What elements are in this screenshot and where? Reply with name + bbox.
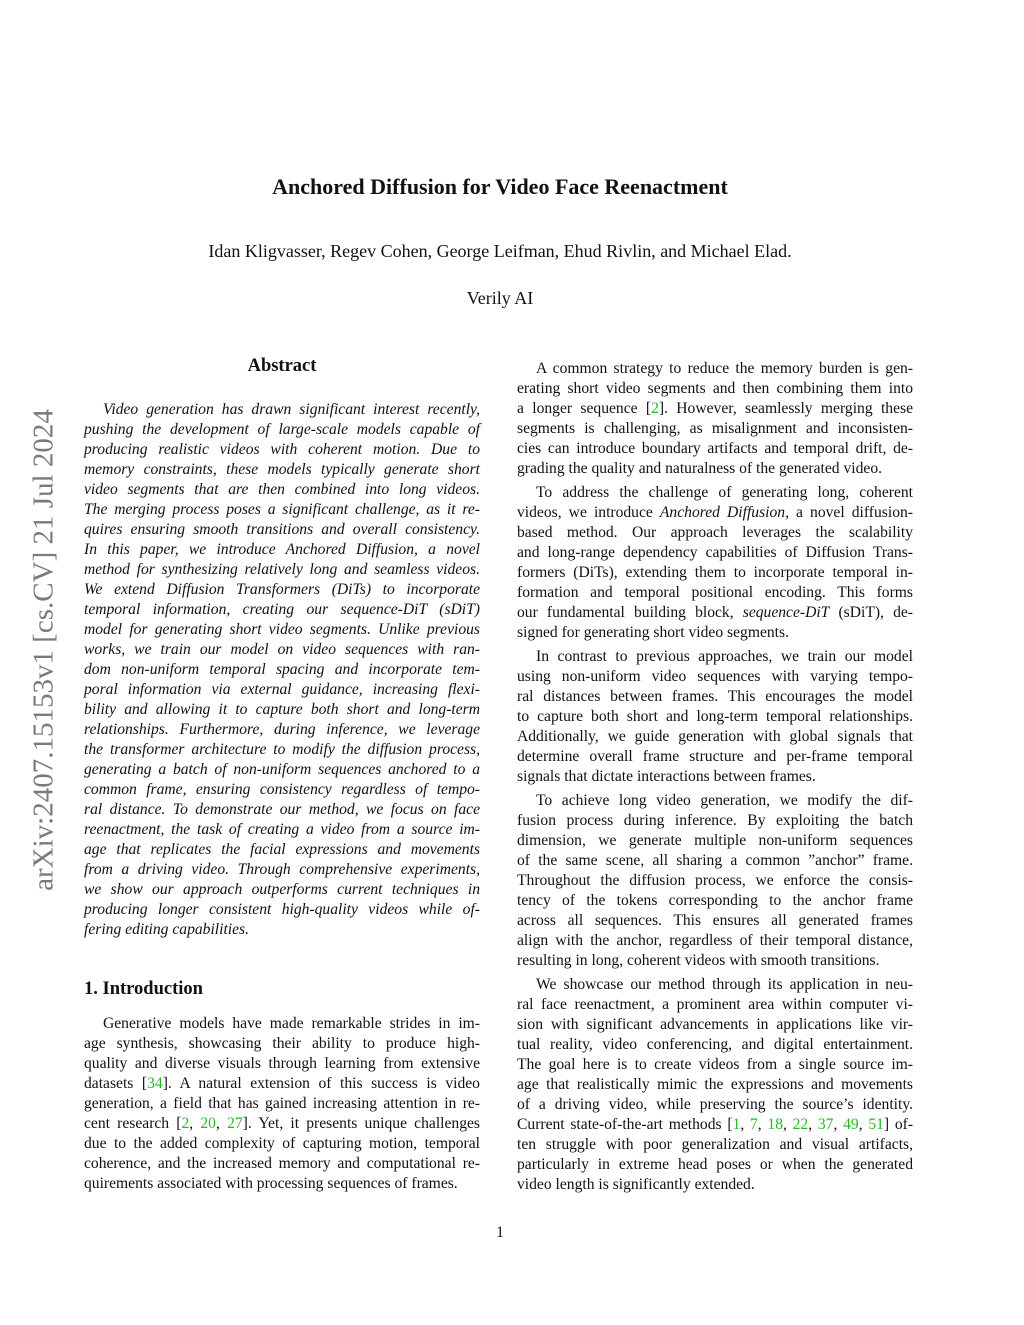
author-list: Idan Kligvasser, Regev Cohen, George Leifman, Ehud Rivlin, and Michael Elad. — [208, 241, 792, 261]
paragraph-line: particularly in extreme head poses or when the generated — [517, 1156, 913, 1173]
paragraph-line: Generative models have made remarkable strides in im- — [103, 1015, 480, 1032]
paragraph-line: Current state-of-the-art methods [1, 7, 18, 22, 37, 49, 51] of- — [517, 1116, 914, 1133]
paragraph-line: grading the quality and naturalness of the generated video. — [517, 460, 883, 477]
paragraph-line: a longer sequence [2]. However, seamlessly merging these — [517, 400, 913, 417]
paragraph-line: signals that dictate interactions between frames. — [517, 768, 816, 785]
paragraph-line: across all sequences. This ensures all generated frames — [517, 912, 913, 929]
abstract-line: bility and allowing it to capture both short and long-term — [84, 701, 480, 718]
abstract-line: Video generation has drawn significant interest recently, — [103, 401, 480, 418]
citation-link[interactable]: 37 — [817, 1116, 834, 1133]
abstract-line: producing longer consistent high-quality videos while of- — [84, 901, 480, 918]
abstract-line: model for generating short video segments. Unlike previous — [84, 621, 480, 638]
abstract-line: we show our approach outperforms current techniques in — [84, 881, 480, 898]
paragraph-line: formers (DiTs), extending them to incorporate temporal in- — [517, 564, 913, 581]
paragraph-line: and long-range dependency capabilities of Diffusion Trans- — [517, 544, 913, 561]
paragraph-line: videos, we introduce Anchored Diffusion, a novel diffusion- — [517, 504, 913, 521]
paragraph-line: to capture both short and long-term temporal relationships. — [517, 708, 913, 725]
citation-link[interactable]: 1 — [732, 1116, 741, 1133]
abstract-line: relationships. Furthermore, during inference, we leverage — [84, 721, 480, 738]
paragraph-line: Additionally, we guide generation with global signals that — [517, 728, 913, 745]
abstract-line: In this paper, we introduce Anchored Diffusion, a novel — [84, 541, 480, 558]
paragraph-line: age synthesis, showcasing their ability to produce high- — [84, 1035, 480, 1052]
paragraph-line: resulting in long, coherent videos with smooth transitions. — [517, 952, 880, 969]
citation-link[interactable]: 2 — [651, 400, 659, 417]
abstract-line: temporal information, creating our sequence-DiT (sDiT) — [84, 601, 480, 618]
paragraph-line: of the same scene, all sharing a common ”anchor” frame. — [517, 852, 913, 869]
paragraph-line: our fundamental building block, sequence-DiT (sDiT), de- — [517, 604, 913, 621]
paragraph-line: signed for generating short video segments. — [517, 624, 789, 641]
paragraph-line: To address the challenge of generating long, coherent — [536, 484, 913, 501]
abstract-line: generating a batch of non-uniform sequences anchored to a — [84, 761, 480, 778]
paragraph-line: We showcase our method through its application in neu- — [536, 976, 913, 993]
introduction-heading: 1. Introduction — [84, 979, 203, 999]
abstract-line: video segments that are then combined into long videos. — [84, 481, 480, 498]
paragraph-line: fusion process during inference. By exploiting the batch — [517, 812, 913, 829]
affiliation: Verily AI — [466, 288, 534, 308]
abstract-line: method for synthesizing relatively long and seamless videos. — [84, 561, 480, 578]
citation-link[interactable]: 34 — [147, 1075, 163, 1092]
paragraph-line: The goal here is to create videos from a single source im- — [517, 1056, 913, 1073]
paragraph-line: A common strategy to reduce the memory burden is gen- — [536, 360, 913, 377]
paragraph-line: video length is significantly extended. — [517, 1176, 755, 1193]
paragraph-line: sion with significant advancements in applications like vir- — [517, 1016, 913, 1033]
citation-link[interactable]: 22 — [792, 1116, 809, 1133]
abstract-line: producing realistic videos with coherent motion. Due to — [84, 441, 480, 458]
paragraph-line: generation, a field that has gained increasing attention in re- — [84, 1095, 480, 1112]
paragraph-line: tency of the tokens corresponding to the anchor frame — [517, 892, 913, 909]
citation-link[interactable]: 7 — [749, 1116, 758, 1133]
abstract-line: poral information via external guidance, increasing flexi- — [84, 681, 480, 698]
paragraph-line: of a driving video, while preserving the source’s identity. — [517, 1096, 913, 1113]
abstract-line: age that replicates the facial expressions and movements — [84, 841, 480, 858]
arxiv-stamp: arXiv:2407.15153v1 [cs.CV] 21 Jul 2024 — [27, 409, 60, 891]
paragraph-line: ral face reenactment, a prominent area within computer vi- — [517, 996, 913, 1013]
paragraph-line: segments is challenging, as misalignment and inconsisten- — [517, 420, 913, 437]
paragraph-line: In contrast to previous approaches, we train our model — [536, 648, 913, 665]
abstract-line: the transformer architecture to modify the diffusion process, — [84, 741, 480, 758]
paragraph-line: formation and temporal positional encoding. This forms — [517, 584, 913, 601]
paragraph-line: erating short video segments and then combining them into — [517, 380, 913, 397]
abstract-line: memory constraints, these models typically generate short — [84, 461, 480, 478]
paragraph-line: datasets [34]. A natural extension of this success is video — [84, 1075, 480, 1092]
abstract-line: The merging process poses a significant challenge, as it re- — [84, 501, 480, 518]
citation-link[interactable]: 2 — [181, 1115, 190, 1132]
abstract-line: from a driving video. Through comprehensive experiments, — [84, 861, 480, 878]
abstract-line: fering editing capabilities. — [84, 921, 250, 938]
citation-link[interactable]: 18 — [767, 1116, 783, 1133]
abstract-line: pushing the development of large-scale models capable of — [84, 421, 480, 438]
paragraph-line: quality and diverse visuals through learning from extensive — [84, 1055, 480, 1072]
citation-link[interactable]: 51 — [868, 1116, 884, 1133]
paragraph-line: dimension, we generate multiple non-uniform sequences — [517, 832, 913, 849]
paragraph-line: tual reality, video conferencing, and digital entertainment. — [517, 1036, 913, 1053]
abstract-line: quires ensuring smooth transitions and overall consistency. — [84, 521, 480, 538]
citation-link[interactable]: 49 — [843, 1116, 859, 1133]
abstract-line: We extend Diffusion Transformers (DiTs) to incorporate — [84, 581, 480, 598]
citation-link[interactable]: 27 — [227, 1115, 243, 1132]
paragraph-line: based method. Our approach leverages the scalability — [517, 524, 913, 541]
paragraph-line: due to the added complexity of capturing motion, temporal — [84, 1135, 480, 1152]
citation-link[interactable]: 20 — [200, 1115, 216, 1132]
paragraph-line: align with the anchor, regardless of their temporal distance, — [517, 932, 913, 949]
paragraph-line: ten struggle with poor generalization and visual artifacts, — [517, 1136, 913, 1153]
paragraph-line: coherence, and the increased memory and computational re- — [84, 1155, 480, 1172]
paragraph-line: using non-uniform video sequences with varying tempo- — [517, 668, 913, 685]
paragraph-line: To achieve long video generation, we modify the dif- — [536, 792, 913, 809]
abstract-line: works, we train our model on video sequences with ran- — [84, 641, 480, 658]
paragraph-line: determine overall frame structure and per-frame temporal — [517, 748, 913, 765]
abstract-line: common frame, ensuring consistency regardless of tempo- — [84, 781, 480, 798]
paragraph-line: cent research [2, 20, 27]. Yet, it presents unique challenges — [84, 1115, 480, 1132]
abstract-line: reenactment, the task of creating a video from a source im- — [84, 821, 480, 838]
paragraph-line: quirements associated with processing sequences of frames. — [84, 1175, 458, 1192]
paragraph-line: Throughout the diffusion process, we enforce the consis- — [517, 872, 913, 889]
paper-title: Anchored Diffusion for Video Face Reenactment — [272, 174, 728, 199]
paragraph-line: ral distances between frames. This encourages the model — [517, 688, 913, 705]
paragraph-line: age that realistically mimic the expressions and movements — [517, 1076, 913, 1093]
abstract-heading: Abstract — [247, 356, 317, 376]
paragraph-line: cies can introduce boundary artifacts and temporal drift, de- — [517, 440, 913, 457]
page-number: 1 — [496, 1224, 504, 1241]
abstract-line: ral distance. To demonstrate our method, we focus on face — [84, 801, 480, 818]
abstract-line: dom non-uniform temporal spacing and incorporate tem- — [84, 661, 480, 678]
